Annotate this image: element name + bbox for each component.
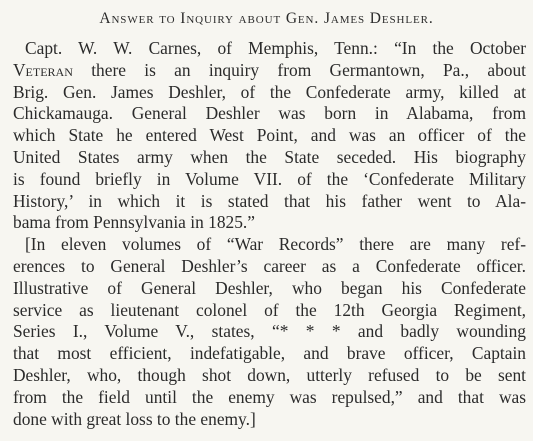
text-line [13, 125, 526, 147]
text-line: Deshler, who, though shot down, utterly refused to be sent [13, 364, 526, 385]
text-line: that most efficient, indefatigable, and brave officer, Captain [13, 343, 526, 364]
text-line [13, 169, 526, 191]
article-body [13, 38, 526, 430]
text-line [13, 147, 526, 169]
text-line [13, 82, 526, 104]
text-segment: which State he entered West Point, and was an officer of the [13, 125, 526, 146]
text-segment: History,’ in which it is stated that his father went to Ala- [13, 190, 526, 211]
text-line [13, 60, 526, 82]
text-line [13, 103, 526, 125]
text-segment: United States army when the State seceded. His biography [13, 146, 526, 167]
text-line: Series I., Volume V., states, “* * * and badly wounding [13, 321, 526, 342]
text-line [13, 38, 526, 60]
text-line: Illustrative of General Deshler, who began his Confederate [13, 277, 526, 298]
paragraph-2 [13, 234, 526, 430]
paragraph-1 [13, 38, 526, 234]
text-line: done with great loss to the enemy.] [13, 408, 256, 429]
text-segment: bama from Pennsylvania in 1825.” [13, 212, 255, 233]
publication-name: Veteran [13, 59, 73, 80]
text-line: erences to General Deshler’s career as a Confederate officer. [13, 255, 526, 276]
text-segment: Brig. Gen. James Deshler, of the Confederate army, killed at [13, 81, 526, 102]
text-line [13, 191, 526, 213]
text-segment: Chickamauga. General Deshler was born in Alabama, from [13, 103, 526, 124]
text-segment: is found briefly in Volume VII. of the ‘Confederate Military [13, 168, 526, 189]
text-line: [In eleven volumes of “War Records” there are many ref- [25, 234, 526, 255]
article-title: Answer to Inquiry about Gen. James Deshler. [99, 10, 434, 27]
text-line: service as lieutenant colonel of the 12th Georgia Regiment, [13, 299, 526, 320]
text-line [13, 212, 526, 234]
text-segment: there is an inquiry from Germantown, Pa., about [72, 59, 526, 80]
text-segment: Capt. W. W. Carnes, of Memphis, Tenn.: “In the October [25, 38, 526, 58]
text-line: from the field until the enemy was repulsed,” and that was [13, 386, 526, 407]
